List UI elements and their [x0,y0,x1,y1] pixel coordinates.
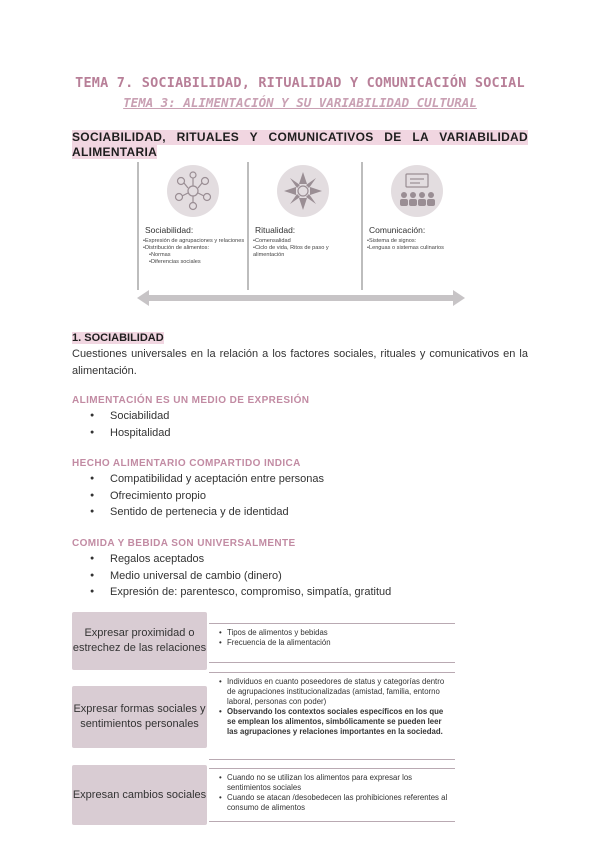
subtitle: TEMA 3: ALIMENTACIÓN Y SU VARIABILIDAD CULTURAL [123,95,477,110]
subheading: COMIDA Y BEBIDA SON UNIVERSALMENTE [72,538,296,549]
list-item: ● Ofrecimiento propio [90,488,324,505]
intro-paragraph: Cuestiones universales en la relación a los factores sociales, rituales y comunicativos en la alimentación. [72,348,528,377]
relation-label-box [72,765,207,825]
relation-label-box [72,612,207,670]
list-item: • Distribución de alimentos: [143,245,247,252]
relation-label: Expresan cambios sociales [72,788,207,801]
infographic-column-ritualidad [249,162,357,292]
heading-line-2: ALIMENTARIA [72,145,158,159]
list-item: • Normas [143,252,247,259]
description-item: • Observando los contextos sociales específicos en los que se emplean los alimentos, simbólicamente se pueden leer las agrupaciones y relaciones importantes en la sociedad. [219,707,449,737]
bullet-list [90,551,391,601]
section-title: 1. SOCIABILIDAD [72,332,164,344]
relation-label: Expresar formas sociales y sentimientos personales [73,703,206,730]
list-item: • Ciclo de vida, Ritos de paso y alimentación [253,245,357,259]
relation-label-box [72,686,207,748]
description-item: • Frecuencia de la alimentación [219,638,449,648]
list-item: ● Expresión de: parentesco, compromiso, simpatía, gratitud [90,584,391,601]
description-item: • Tipos de alimentos y bebidas [219,628,449,638]
main-title: TEMA 7. SOCIABILIDAD, RITUALIDAD Y COMUNICACIÓN SOCIAL [75,75,525,91]
relation-description [209,672,455,760]
column-title: Ritualidad: [255,225,296,235]
relation-description [209,768,455,822]
description-item: • Cuando no se utilizan los alimentos para expresar los sentimientos sociales [219,773,449,793]
hands-circle-icon [276,164,330,218]
description-item: • Individuos en cuanto poseedores de status y categorías dentro de agrupaciones institucionalizadas (amistad, familia, entorno laboral, personas con poder) [219,677,449,707]
subheading: ALIMENTACIÓN ES UN MEDIO DE EXPRESIÓN [72,395,310,406]
highlighted-heading [72,130,528,160]
list-item: • Lenguas o sistemas culinarios [367,245,471,252]
list-item: ● Sociabilidad [90,408,171,425]
list-item: ● Hospitalidad [90,425,171,442]
relation-label: Expresar proximidad o estrechez de las relaciones [72,627,207,654]
bullet-list [90,408,171,441]
list-item: ● Regalos aceptados [90,551,391,568]
column-title: Sociabilidad: [145,225,194,235]
list-item: • Expresión de agrupaciones y relaciones [143,238,247,245]
list-item: ● Compatibilidad y aceptación entre personas [90,471,324,488]
heading-line-1: SOCIABILIDAD, RITUALES Y COMUNICATIVOS DE LA VARIABILIDAD [72,130,528,144]
column-title: Comunicación: [369,225,426,235]
bullet-list [90,471,324,521]
column-list [143,238,247,266]
column-list [367,238,471,252]
list-item: • Diferencias sociales [143,259,247,266]
column-list [253,238,357,259]
relation-description [209,623,455,663]
network-icon [166,164,220,218]
list-item: ● Sentido de pertenecia y de identidad [90,504,324,521]
list-item: • Sistema de signos: [367,238,471,245]
subheading: HECHO ALIMENTARIO COMPARTIDO INDICA [72,458,301,469]
presentation-icon [390,164,444,218]
infographic-column-sociabilidad [139,162,247,292]
infographic-column-comunicacion [363,162,471,292]
double-arrow-icon [137,288,465,308]
infographic [137,162,465,312]
list-item: ● Medio universal de cambio (dinero) [90,568,391,585]
description-item: • Cuando se atacan /desobedecen las prohibiciones referentes al consumo de alimentos [219,793,449,813]
list-item: • Comensalidad [253,238,357,245]
